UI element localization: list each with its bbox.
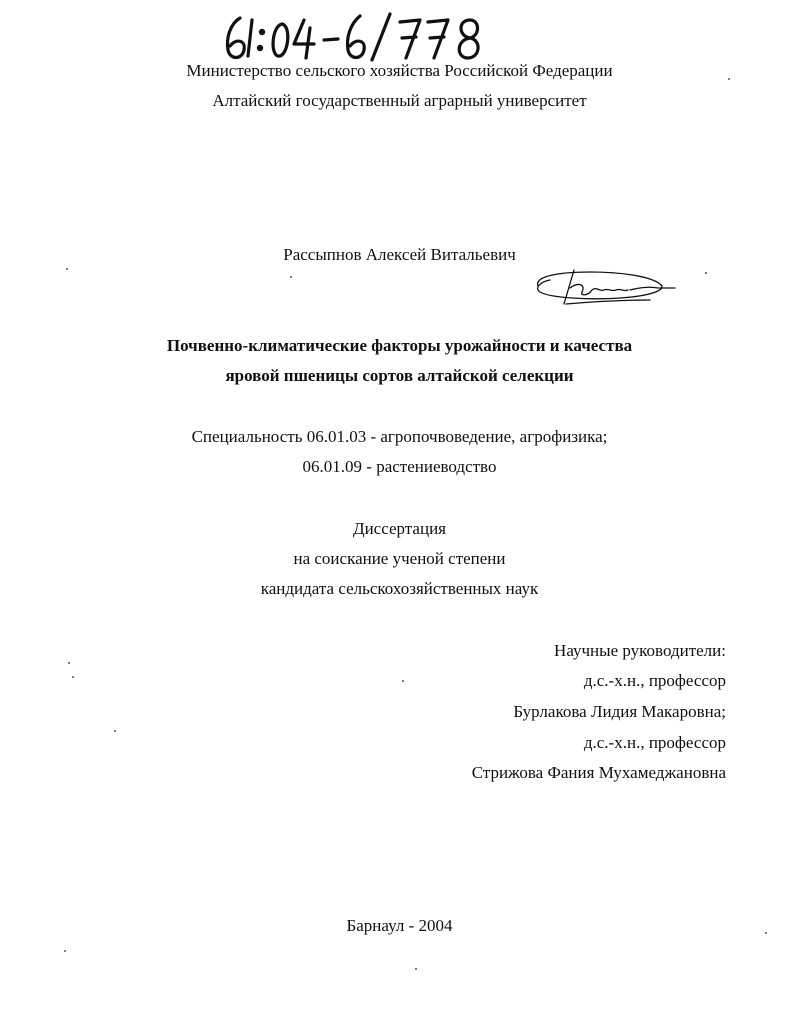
document-type: Диссертация — [352, 519, 446, 538]
scan-speck — [765, 932, 767, 934]
scan-speck — [64, 950, 66, 952]
specialty-line2: 06.01.09 - растениеводство — [302, 457, 497, 476]
scan-speck — [72, 676, 74, 678]
supervisor1-title: д.с.-х.н., профессор — [583, 671, 726, 690]
scan-speck — [68, 662, 70, 664]
ministry-name: Министерство сельского хозяйства Российской Федерации — [186, 61, 613, 80]
scan-speck — [705, 272, 707, 274]
author-signature — [530, 262, 680, 310]
supervisor1-name: Бурлакова Лидия Макаровна; — [513, 702, 726, 721]
degree-line2: на соискание ученой степени — [293, 549, 506, 568]
handwritten-archive-number — [218, 6, 498, 66]
thesis-title-line1: Почвенно-климатические факторы урожайности и качества — [166, 336, 633, 355]
supervisor2-title: д.с.-х.н., профессор — [583, 733, 726, 752]
specialty-line1: Специальность 06.01.03 - агропочвоведение, агрофизика; — [191, 427, 608, 446]
university-name: Алтайский государственный аграрный университет — [212, 91, 587, 110]
supervisor2-name: Стрижова Фания Мухамеджановна — [471, 763, 726, 782]
scan-speck — [66, 268, 68, 270]
scan-speck — [114, 730, 116, 732]
city-year: Барнаул - 2004 — [346, 916, 453, 935]
author-name: Рассыпнов Алексей Витальевич — [283, 245, 516, 264]
scan-speck — [402, 680, 404, 682]
supervisors-heading: Научные руководители: — [554, 641, 726, 660]
scan-speck — [290, 276, 292, 278]
scan-speck — [415, 968, 417, 970]
degree-line3: кандидата сельскохозяйственных наук — [260, 579, 539, 598]
thesis-title-line2: яровой пшеницы сортов алтайской селекции — [225, 366, 574, 385]
scan-speck — [728, 78, 730, 80]
